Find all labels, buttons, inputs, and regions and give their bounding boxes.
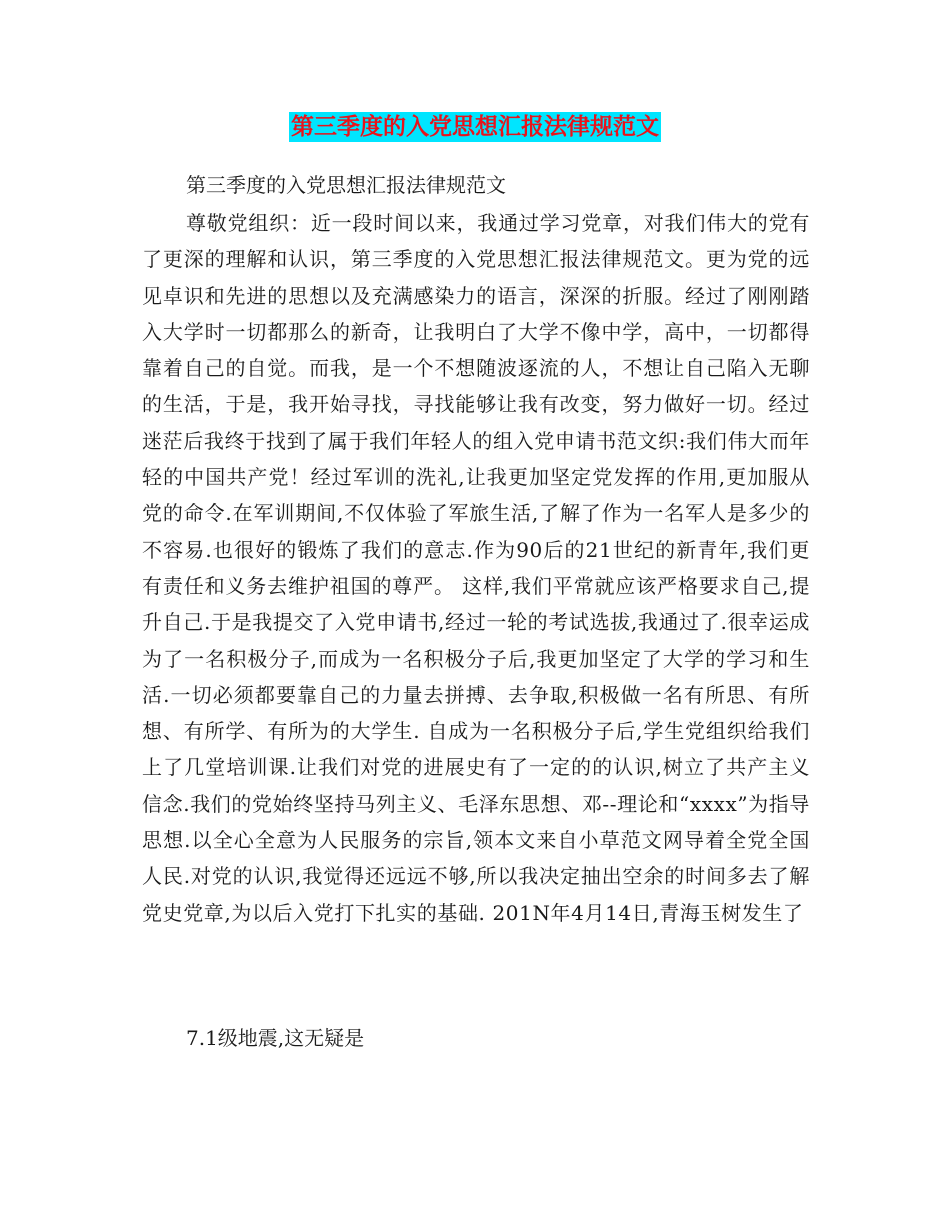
- document-title: 第三季度的入党思想汇报法律规范文: [291, 114, 659, 140]
- title-container: [0, 112, 950, 142]
- document-subtitle: 第三季度的入党思想汇报法律规范文: [186, 173, 506, 197]
- body-paragraph: 尊敬党组织：近一段时间以来，我通过学习党章，对我们伟大的党有了更深的理解和认识，第三季度的入党思想汇报法律规范文。更为党的远见卓识和先进的思想以及充满感染力的语言，深深的折服。经过了刚刚踏入大学时一切都那么的新奇，让我明白了大学不像中学，高中，一切都得靠着自己的自觉。而我，是一个不想随波逐流的人，不想让自己陷入无聊的生活，于是，我开始寻找，寻找能够让我有改变，努力做好一切。经过迷茫后我终于找到了属于我们年轻人的组入党申请书范文织:我们伟大而年轻的中国共产党！经过军训的洗礼,让我更加坚定党发挥的作用,更加服从党的命令.在军训期间,不仅体验了军旅生活,了解了作为一名军人是多少的不容易.也很好的锻炼了我们的意志.作为90后的21世纪的新青年,我们更有责任和义务去维护祖国的尊严。 这样,我们平常就应该严格要求自己,提升自己.于是我提交了入党申请书,经过一轮的考试选拔,我通过了.很幸运成为了一名积极分子,而成为一名积极分子后,我更加坚定了大学的学习和生活.一切必须都要靠自己的力量去拼搏、去争取,积极做一名有所思、有所想、有所学、有所为的大学生. 自成为一名积极分子后,学生党组织给我们上了几堂培训课.让我们对党的进展史有了一定的的认识,树立了共产主义信念.我们的党始终坚持马列主义、毛泽东思想、邓--理论和“xxxx”为指导思想.以全心全意为人民服务的宗旨,领本文来自小草范文网导着全党全国人民.对党的认识,我觉得还远远不够,所以我决定抽出空余的时间多去了解党史党章,为以后入党打下扎实的基础. 201N年4月14日,青海玉树发生了: [142, 211, 810, 925]
- continuation-line: 7.1级地震,这无疑是: [186, 1026, 365, 1050]
